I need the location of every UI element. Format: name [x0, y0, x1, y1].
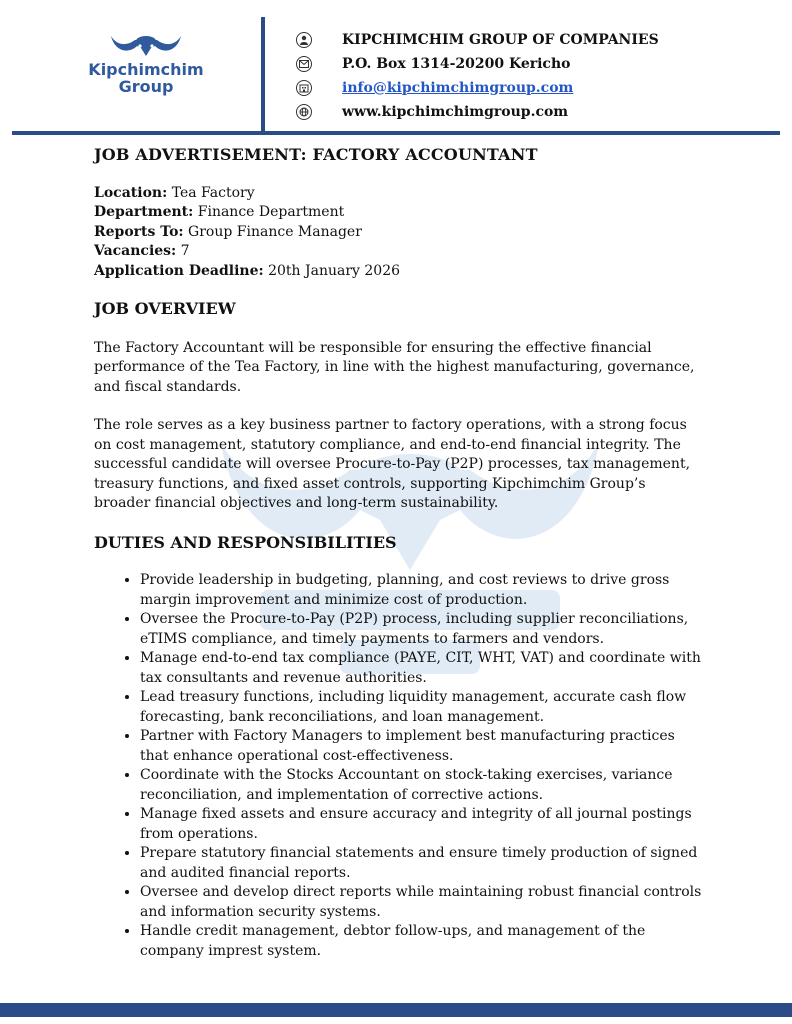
list-item: • Coordinate with the Stocks Accountant on stock-taking exercises, variance reconciliation, and implementation of corrective actions. — [140, 766, 704, 805]
department-value: Finance Department — [193, 204, 345, 220]
contact-website — [296, 100, 659, 124]
duties-list — [94, 571, 704, 961]
job-details — [94, 184, 704, 282]
logo-group: Group — [118, 77, 174, 96]
list-item: • Lead treasury functions, including liquidity management, accurate cash flow forecasting, bank reconciliations, and loan management. — [140, 688, 704, 727]
list-item: • Handle credit management, debtor follow-ups, and management of the company imprest system. — [140, 922, 704, 961]
location-label: Location: — [94, 184, 168, 201]
contact-address — [296, 52, 659, 76]
overview-paragraph-2: The role serves as a key business partner to factory operations, with a strong focus on cost management, statutory compliance, and end-to-end financial integrity. The successful candidate will oversee Procure-to-Pay (P2P) processes, tax management, treasury functions, and fixed asset controls, supporting Kipchimchim Group’s broader financial objectives and long-term sustainability. — [94, 417, 691, 511]
list-item: • Manage fixed assets and ensure accuracy and integrity of all journal postings from operations. — [140, 805, 704, 844]
vacancies-label: Vacancies: — [94, 243, 177, 259]
deadline-label: Application Deadline: — [94, 262, 264, 279]
person-icon — [296, 32, 312, 48]
job-advert — [94, 145, 704, 961]
overview-paragraph-1: The Factory Accountant will be responsible for ensuring the effective financial performance of the Tea Factory, in line with the highest manufacturing, governance, and fiscal standards. — [94, 339, 695, 395]
building-icon — [296, 80, 312, 96]
list-item: • Prepare statutory financial statements and ensure timely production of signed and audited financial reports. — [140, 844, 704, 883]
detail-deadline — [94, 262, 704, 282]
footer-bar — [0, 1003, 792, 1017]
reports-label: Reports To: — [94, 223, 184, 240]
buffalo-logo-icon — [107, 26, 185, 60]
header-rule — [12, 131, 780, 135]
detail-department — [94, 203, 704, 223]
company-logo — [86, 26, 206, 106]
mail-icon — [296, 56, 312, 72]
page-title: JOB ADVERTISEMENT: FACTORY ACCOUNTANT — [94, 145, 538, 164]
reports-value: Group Finance Manager — [183, 223, 362, 240]
overview-heading: JOB OVERVIEW — [94, 299, 236, 318]
detail-vacancies — [94, 242, 704, 262]
list-item: • Partner with Factory Managers to implement best manufacturing practices that enhance operational cost-effectiveness. — [140, 727, 704, 766]
location-value: Tea Factory — [167, 184, 255, 201]
letterhead — [0, 0, 792, 140]
duties-heading: DUTIES AND RESPONSIBILITIES — [94, 532, 397, 552]
globe-icon — [296, 104, 312, 120]
detail-reports-to — [94, 223, 704, 243]
list-item: • Provide leadership in budgeting, planning, and cost reviews to drive gross margin improvement and minimize cost of production. — [140, 571, 704, 610]
list-item: • Oversee and develop direct reports while maintaining robust financial controls and information security systems. — [140, 883, 704, 922]
company-name: KIPCHIMCHIM GROUP OF COMPANIES — [342, 32, 659, 48]
list-item: • Manage end-to-end tax compliance (PAYE, CIT, WHT, VAT) and coordinate with tax consultants and revenue authorities. — [140, 649, 704, 688]
department-label: Department: — [94, 204, 194, 220]
website-url[interactable]: www.kipchimchimgroup.com — [342, 104, 569, 120]
detail-location — [94, 184, 704, 204]
contact-email — [296, 76, 659, 100]
vacancies-value: 7 — [176, 243, 190, 259]
logo-name: Kipchimchim — [88, 60, 204, 79]
postal-address: P.O. Box 1314-20200 Kericho — [342, 56, 571, 72]
list-item: • Oversee the Procure-to-Pay (P2P) process, including supplier reconciliations, eTIMS compliance, and timely payments to farmers and vendors. — [140, 610, 704, 649]
contact-company — [296, 28, 659, 52]
deadline-value: 20th January 2026 — [263, 262, 401, 279]
header-divider — [261, 17, 265, 133]
contact-block — [296, 28, 659, 124]
email-link[interactable]: info@kipchimchimgroup.com — [342, 80, 574, 96]
